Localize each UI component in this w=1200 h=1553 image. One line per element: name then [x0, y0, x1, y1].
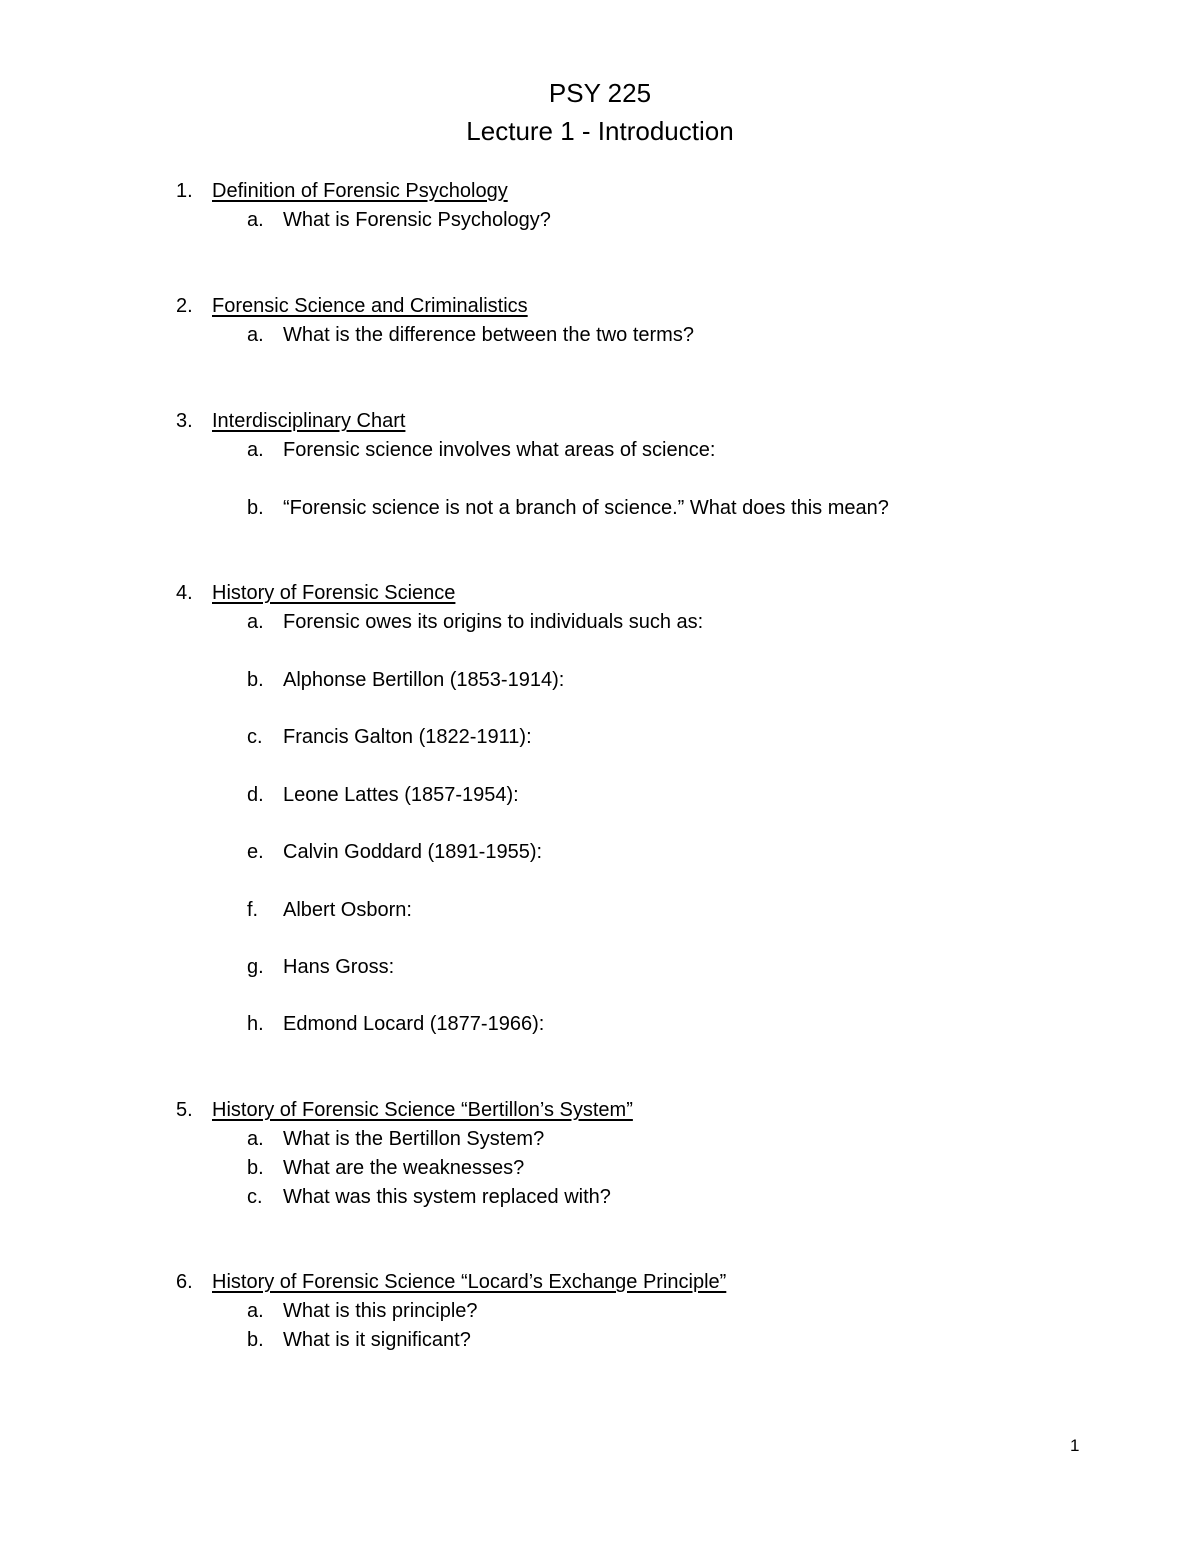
- item-text: What was this system replaced with?: [283, 1186, 611, 1208]
- item-letter: f.: [247, 899, 259, 921]
- item-text: What is Forensic Psychology?: [283, 209, 551, 231]
- section-number: 4.: [176, 582, 193, 604]
- section-number: 1.: [176, 180, 193, 202]
- item-text: Hans Gross:: [283, 956, 395, 978]
- section-number: 3.: [176, 410, 193, 432]
- item-letter: a.: [247, 611, 264, 633]
- item-text: Alphonse Bertillon (1853-1914):: [283, 669, 565, 691]
- section-title: History of Forensic Science: [212, 582, 456, 604]
- section-title: Interdisciplinary Chart: [212, 410, 406, 432]
- item-letter: c.: [247, 1186, 263, 1208]
- item-letter: g.: [247, 956, 264, 978]
- item-text: Forensic owes its origins to individuals such as:: [283, 611, 704, 633]
- item-text: “Forensic science is not a branch of science.” What does this mean?: [283, 497, 889, 519]
- item-text: Leone Lattes (1857-1954):: [283, 784, 519, 806]
- item-letter: b.: [247, 1157, 264, 1179]
- item-text: What is this principle?: [283, 1300, 478, 1322]
- item-letter: b.: [247, 497, 264, 519]
- item-text: Forensic science involves what areas of science:: [283, 439, 716, 461]
- item-text: Albert Osborn:: [283, 899, 412, 921]
- section-title: History of Forensic Science “Bertillon’s System”: [212, 1099, 633, 1121]
- page-number: 1: [1070, 1436, 1080, 1455]
- item-text: Calvin Goddard (1891-1955):: [283, 841, 543, 863]
- item-letter: b.: [247, 1329, 264, 1351]
- section-number: 6.: [176, 1271, 193, 1293]
- item-letter: c.: [247, 726, 263, 748]
- item-text: What is it significant?: [283, 1329, 471, 1351]
- item-letter: h.: [247, 1013, 264, 1035]
- section-number: 2.: [176, 295, 193, 317]
- item-letter: a.: [247, 324, 264, 346]
- item-letter: d.: [247, 784, 264, 806]
- item-letter: a.: [247, 439, 264, 461]
- item-text: Edmond Locard (1877-1966):: [283, 1013, 545, 1035]
- section-title: History of Forensic Science “Locard’s Exchange Principle”: [212, 1271, 727, 1293]
- item-letter: a.: [247, 1300, 264, 1322]
- item-text: What are the weaknesses?: [283, 1157, 525, 1179]
- item-letter: a.: [247, 209, 264, 231]
- item-text: Francis Galton (1822-1911):: [283, 726, 532, 748]
- section-title: Forensic Science and Criminalistics: [212, 295, 528, 317]
- section-number: 5.: [176, 1099, 193, 1121]
- item-letter: a.: [247, 1128, 264, 1150]
- item-text: What is the Bertillon System?: [283, 1128, 545, 1150]
- item-letter: b.: [247, 669, 264, 691]
- course-code: PSY 225: [548, 78, 652, 108]
- item-letter: e.: [247, 841, 264, 863]
- section-title: Definition of Forensic Psychology: [212, 180, 508, 202]
- lecture-title: Lecture 1 - Introduction: [466, 116, 734, 146]
- item-text: What is the difference between the two terms?: [283, 324, 694, 346]
